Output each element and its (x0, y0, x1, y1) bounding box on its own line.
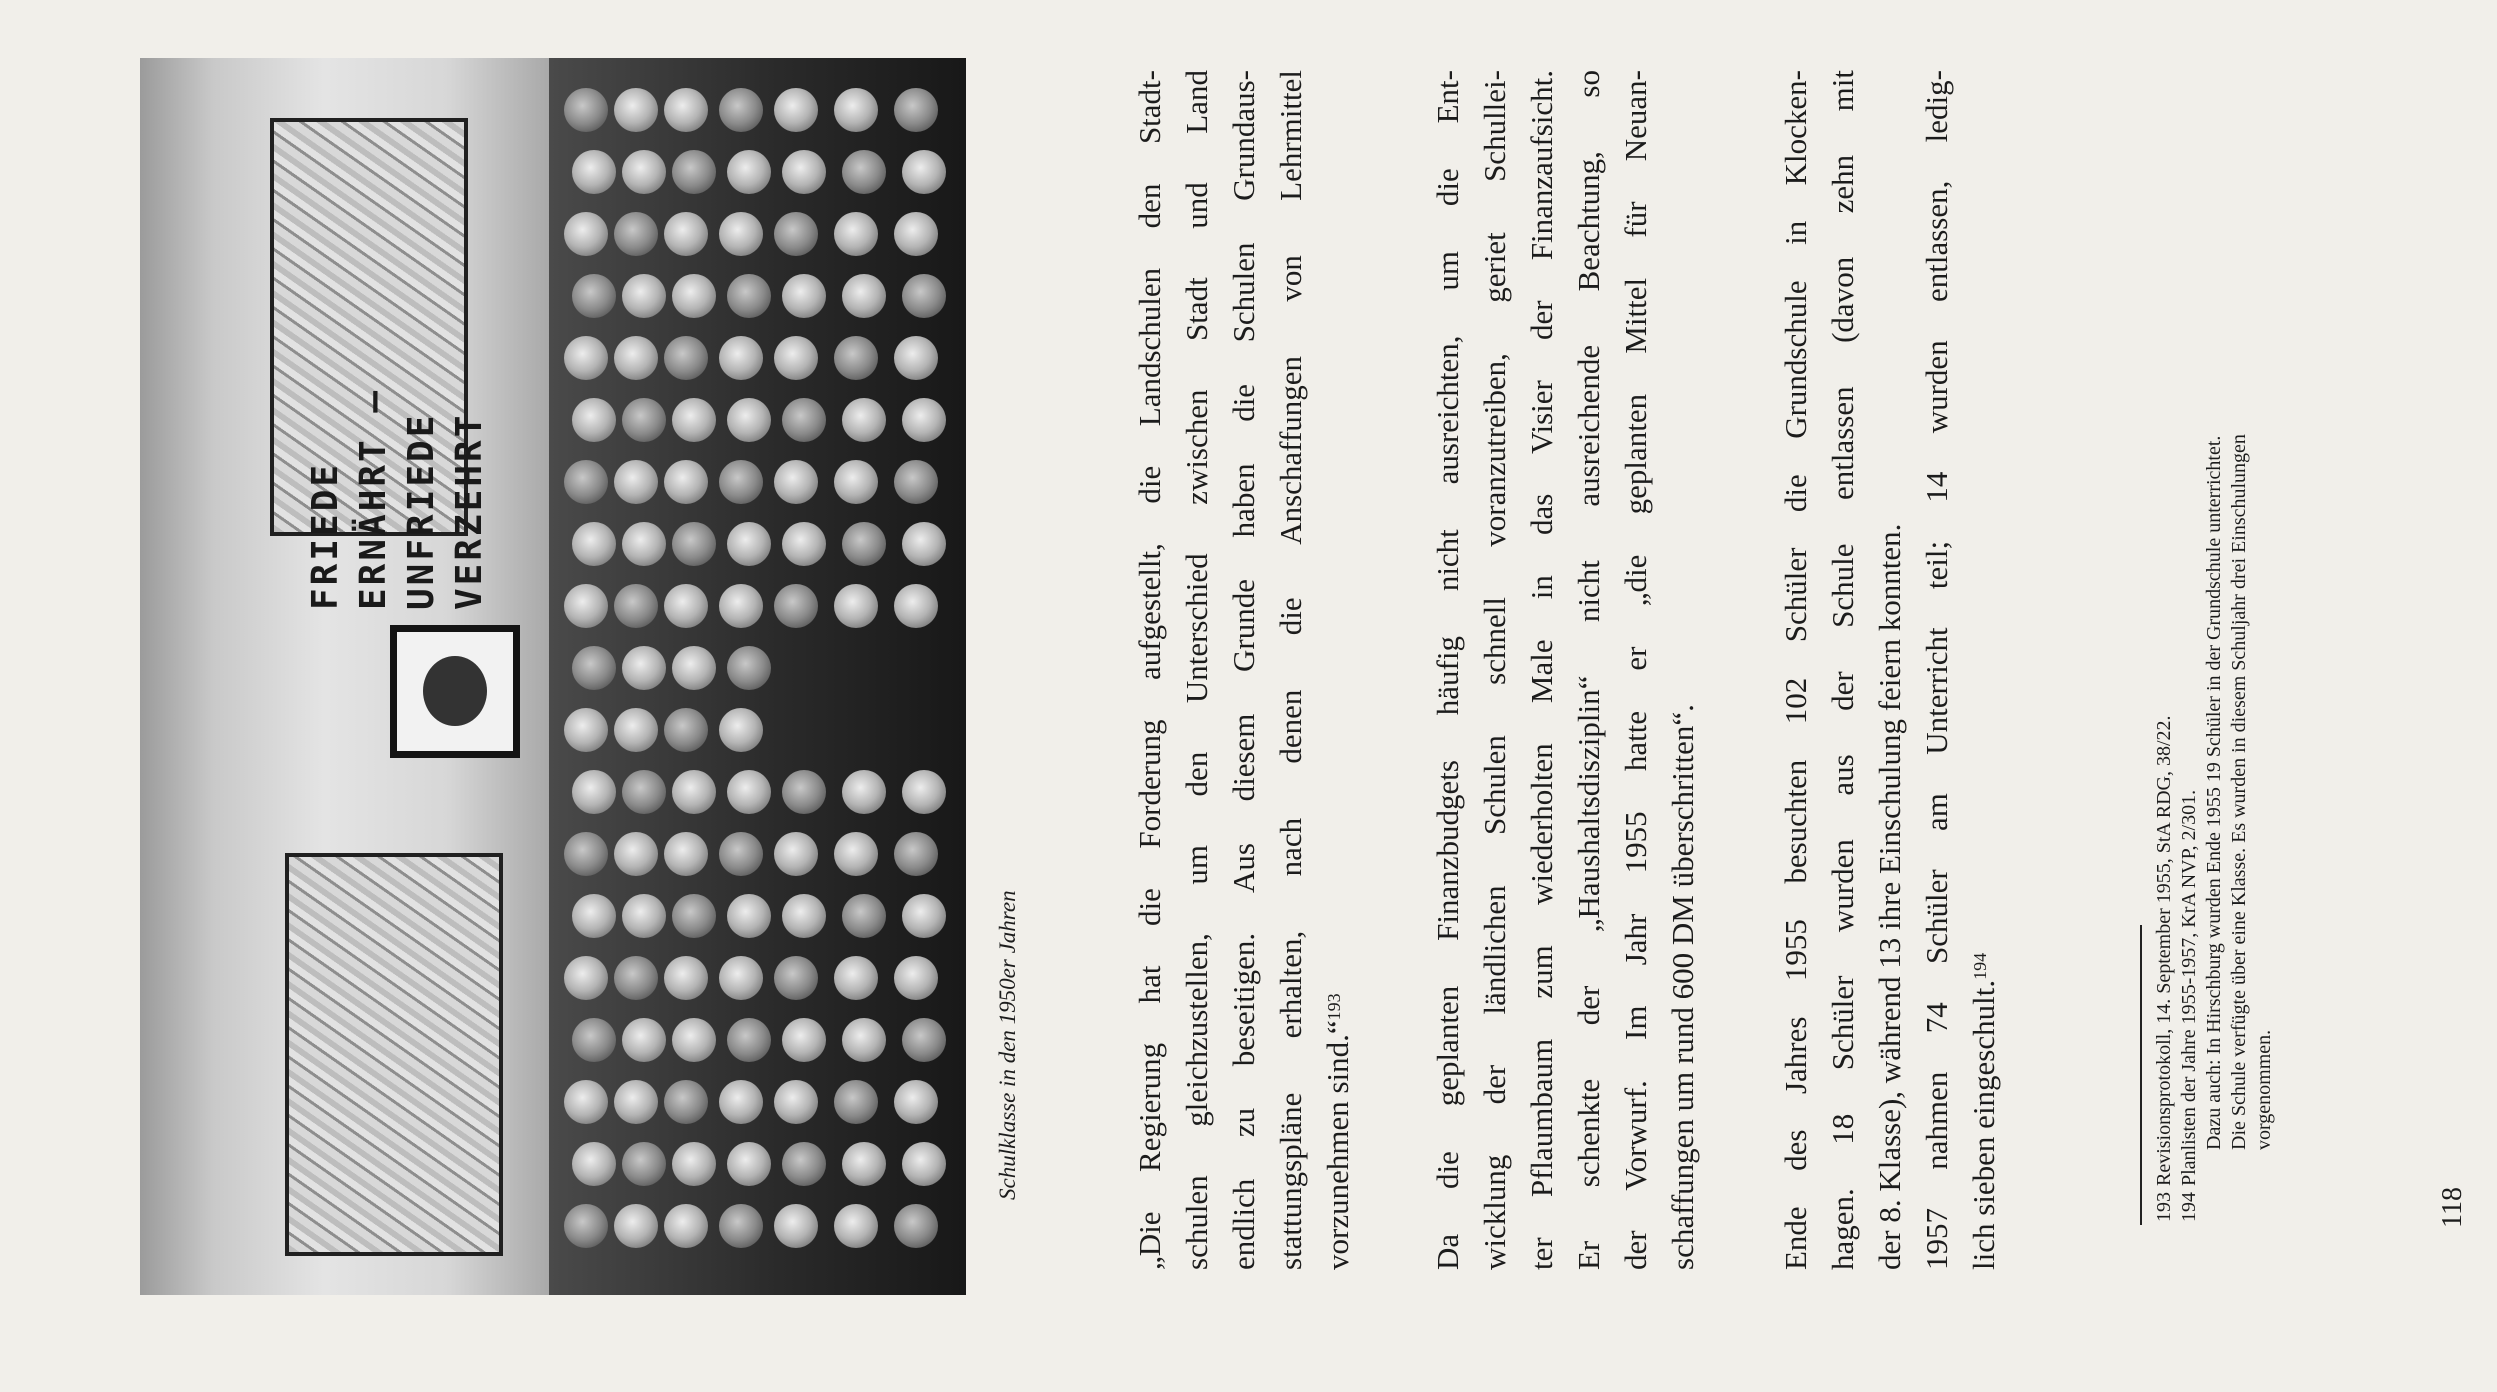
pupil-head (727, 1142, 771, 1186)
pupil-head (719, 1080, 763, 1124)
text-line: stattungspläne erhalten, nach denen die Anschaffungen von Lehrmittel (1273, 70, 1308, 1270)
pupil-head (834, 212, 878, 256)
pupil-head (902, 894, 946, 938)
pupil-head (719, 832, 763, 876)
pupil-head (672, 398, 716, 442)
pupil-head (774, 212, 818, 256)
pupil-head (572, 770, 616, 814)
pupil-head (622, 770, 666, 814)
text-line: „Die Regierung hat die Forderung aufgestellt, die Landschulen den Stadt- (1132, 70, 1167, 1270)
pupil-head (834, 1204, 878, 1248)
pupil-head (902, 274, 946, 318)
text-line: schulen gleichzustellen, um den Unterschied zwischen Stadt und Land (1179, 70, 1214, 1270)
footnote-ref-194: 194 (1969, 952, 1990, 980)
footnote-text: Die Schule verfügte über eine Klasse. Es wurden in diesem Schuljahr drei Einschulungen (2228, 434, 2250, 1150)
pupil-head (782, 894, 826, 938)
class-photograph (140, 58, 966, 1295)
pupil-head (774, 336, 818, 380)
pupil-head (614, 460, 658, 504)
text-line: endlich zu beseitigen. Aus diesem Grunde haben die Schulen Grundaus- (1226, 70, 1261, 1270)
pupil-head (902, 398, 946, 442)
pupil-head (564, 584, 608, 628)
pupil-head (727, 522, 771, 566)
pupil-head (774, 88, 818, 132)
page-number (2436, 1187, 2470, 1228)
pupil-head (834, 832, 878, 876)
pupil-head (719, 708, 763, 752)
pupil-head (719, 336, 763, 380)
pupil-head (719, 88, 763, 132)
pupil-head (902, 522, 946, 566)
pupil-head (622, 274, 666, 318)
text-line: schaffungen um rund 600 DM überschritten“. (1665, 704, 1700, 1270)
footnotes (2152, 222, 2277, 1222)
pupil-head (572, 1142, 616, 1186)
pupil-head (664, 832, 708, 876)
pupil-head (834, 584, 878, 628)
pupil-head (664, 1080, 708, 1124)
pupil-head (572, 646, 616, 690)
pupil-head (664, 336, 708, 380)
pupil-head (622, 1018, 666, 1062)
pupil-head (842, 1018, 886, 1062)
pupil-head (842, 770, 886, 814)
pupil-head (614, 336, 658, 380)
pupil-head (614, 1204, 658, 1248)
text-line (1314, 70, 1361, 1270)
pupil-head (894, 584, 938, 628)
pupil-head (564, 336, 608, 380)
pupil-head (774, 832, 818, 876)
pupil-head (672, 770, 716, 814)
pupil-head (894, 336, 938, 380)
footnote-text: Revisionsprotokoll, 14. September 1955, StA RDG, 38/22. (2153, 715, 2175, 1186)
pupil-head (664, 1204, 708, 1248)
pupil-head (902, 1142, 946, 1186)
text-line: wicklung der ländlichen Schulen schnell voranzutreiben, geriet Schullei- (1477, 70, 1512, 1270)
pupil-head (719, 460, 763, 504)
line-text: vorzunehmen sind.“ (1320, 1020, 1355, 1270)
pupil-head (622, 398, 666, 442)
pupil-head (614, 584, 658, 628)
pupil-head (894, 956, 938, 1000)
pupil-head (782, 1018, 826, 1062)
pupil-head (782, 522, 826, 566)
text-line: ter Pflaumbaum zum wiederholten Male in das Visier der Finanzaufsicht. (1524, 70, 1559, 1270)
pupil-head (719, 212, 763, 256)
pupil-head (782, 770, 826, 814)
pupil-head (842, 398, 886, 442)
pupil-head (902, 150, 946, 194)
pupil-head (564, 1204, 608, 1248)
pupil-head (727, 894, 771, 938)
pupil-head (614, 708, 658, 752)
pupil-head (672, 646, 716, 690)
pupil-head (834, 336, 878, 380)
pupil-head (572, 1018, 616, 1062)
pupil-head (774, 1204, 818, 1248)
pupil-head (672, 150, 716, 194)
slogan-line: ERNÄHRT – (353, 387, 394, 610)
text-line: Er schenkte der „Haushaltsdisziplin“ nicht ausreichende Beachtung, so (1571, 70, 1606, 1270)
footnote-number: 194 (2178, 1192, 2200, 1222)
pupil-head (572, 894, 616, 938)
pupil-head (614, 212, 658, 256)
wall-slogan (302, 388, 494, 610)
text-line: hagen. 18 Schüler wurden aus der Schule entlassen (davon zehn mit (1825, 70, 1860, 1270)
pupil-head (664, 212, 708, 256)
pupil-head (672, 1018, 716, 1062)
pupil-head (727, 770, 771, 814)
caption-text: Schulklasse in den 1950er Jahren (995, 890, 1020, 1200)
pupil-head (782, 398, 826, 442)
text-line: der 8. Klasse), während 13 ihre Einschulung feiern konnten. (1872, 523, 1907, 1270)
pupil-head (842, 894, 886, 938)
pupil-head (894, 212, 938, 256)
slogan-line: VERZEHRT (449, 412, 490, 610)
pupil-head (672, 894, 716, 938)
text-line: der Vorwurf. Im Jahr 1955 hatte er „die geplanten Mittel für Neuan- (1618, 70, 1653, 1270)
pupil-head (664, 584, 708, 628)
pupil-head (564, 1080, 608, 1124)
pupil-head (672, 522, 716, 566)
footnote-194 (2177, 222, 2202, 1222)
pupil-head (782, 150, 826, 194)
pupil-head (664, 708, 708, 752)
pupil-head (902, 770, 946, 814)
pupil-head (719, 584, 763, 628)
text-line: 1957 nahmen 74 Schüler am Unterricht teil; 14 wurden entlassen, ledig- (1919, 70, 1954, 1270)
wall-drawing-lower (285, 853, 503, 1256)
footnote-text: Dazu auch: In Hirschburg wurden Ende 1955 19 Schüler in der Grundschule unterrichtet. (2203, 435, 2225, 1150)
footnote-193 (2152, 222, 2177, 1222)
pupil-head (719, 1204, 763, 1248)
pupil-head (902, 1018, 946, 1062)
pupil-head (614, 832, 658, 876)
pupil-head (782, 274, 826, 318)
pupil-head (774, 956, 818, 1000)
pupil-head (664, 88, 708, 132)
pupil-head (719, 956, 763, 1000)
pupil-head (834, 460, 878, 504)
pupil-head (622, 894, 666, 938)
slogan-line: FRIEDE (305, 461, 346, 610)
pupil-head (564, 708, 608, 752)
pupil-head (894, 460, 938, 504)
pupil-head (894, 1204, 938, 1248)
footnote-number: 193 (2153, 1192, 2175, 1222)
pupil-head (894, 88, 938, 132)
pupil-head (564, 88, 608, 132)
pupil-head (664, 460, 708, 504)
pupil-head (834, 88, 878, 132)
footnote-text: vorgenommen. (2253, 1029, 2275, 1150)
pupil-head (664, 956, 708, 1000)
pupil-head (572, 274, 616, 318)
pupil-head (894, 1080, 938, 1124)
pupil-head (564, 832, 608, 876)
pupil-head (727, 150, 771, 194)
pupil-head (564, 212, 608, 256)
pupil-head (622, 150, 666, 194)
pupil-head (727, 1018, 771, 1062)
paragraph-1 (1126, 70, 1361, 1270)
pupil-head (564, 956, 608, 1000)
pupil-head (894, 832, 938, 876)
pupil-head (774, 1080, 818, 1124)
pupil-head (834, 1080, 878, 1124)
pupil-head (672, 1142, 716, 1186)
figure-caption (994, 780, 1022, 1200)
pupil-head (672, 274, 716, 318)
pupil-head (842, 522, 886, 566)
pupil-head (727, 646, 771, 690)
pupil-head (782, 1142, 826, 1186)
pupil-head (622, 522, 666, 566)
footnote-ref-193: 193 (1323, 993, 1344, 1021)
text-line (1960, 70, 2007, 1270)
text-line: Ende des Jahres 1955 besuchten 102 Schüler die Grundschule in Klocken- (1778, 70, 1813, 1270)
pupil-head (727, 398, 771, 442)
pupil-head (842, 150, 886, 194)
slogan-line: UNFRIEDE (401, 412, 442, 610)
pupil-head (727, 274, 771, 318)
framed-portrait (390, 625, 520, 758)
pupil-head (572, 522, 616, 566)
pupil-head (774, 460, 818, 504)
pupil-head (622, 646, 666, 690)
paragraph-3 (1772, 70, 2007, 1270)
paragraph-2 (1424, 70, 1706, 1270)
page-number-text: 118 (2437, 1187, 2468, 1228)
pupil-head (564, 460, 608, 504)
pupil-head (614, 1080, 658, 1124)
pupil-head (572, 398, 616, 442)
footnote-separator (2140, 925, 2142, 1225)
pupil-head (834, 956, 878, 1000)
footnote-text: Planlisten der Jahre 1955-1957, KrA NVP, 2/301. (2178, 789, 2200, 1186)
pupil-head (774, 584, 818, 628)
pupil-head (614, 88, 658, 132)
text-line: Da die geplanten Finanzbudgets häufig nicht ausreichten, um die Ent- (1430, 70, 1465, 1270)
pupil-head (572, 150, 616, 194)
line-text: lich sieben eingeschult. (1966, 979, 2001, 1270)
pupil-head (614, 956, 658, 1000)
pupil-head (842, 274, 886, 318)
pupil-head (842, 1142, 886, 1186)
pupil-head (622, 1142, 666, 1186)
